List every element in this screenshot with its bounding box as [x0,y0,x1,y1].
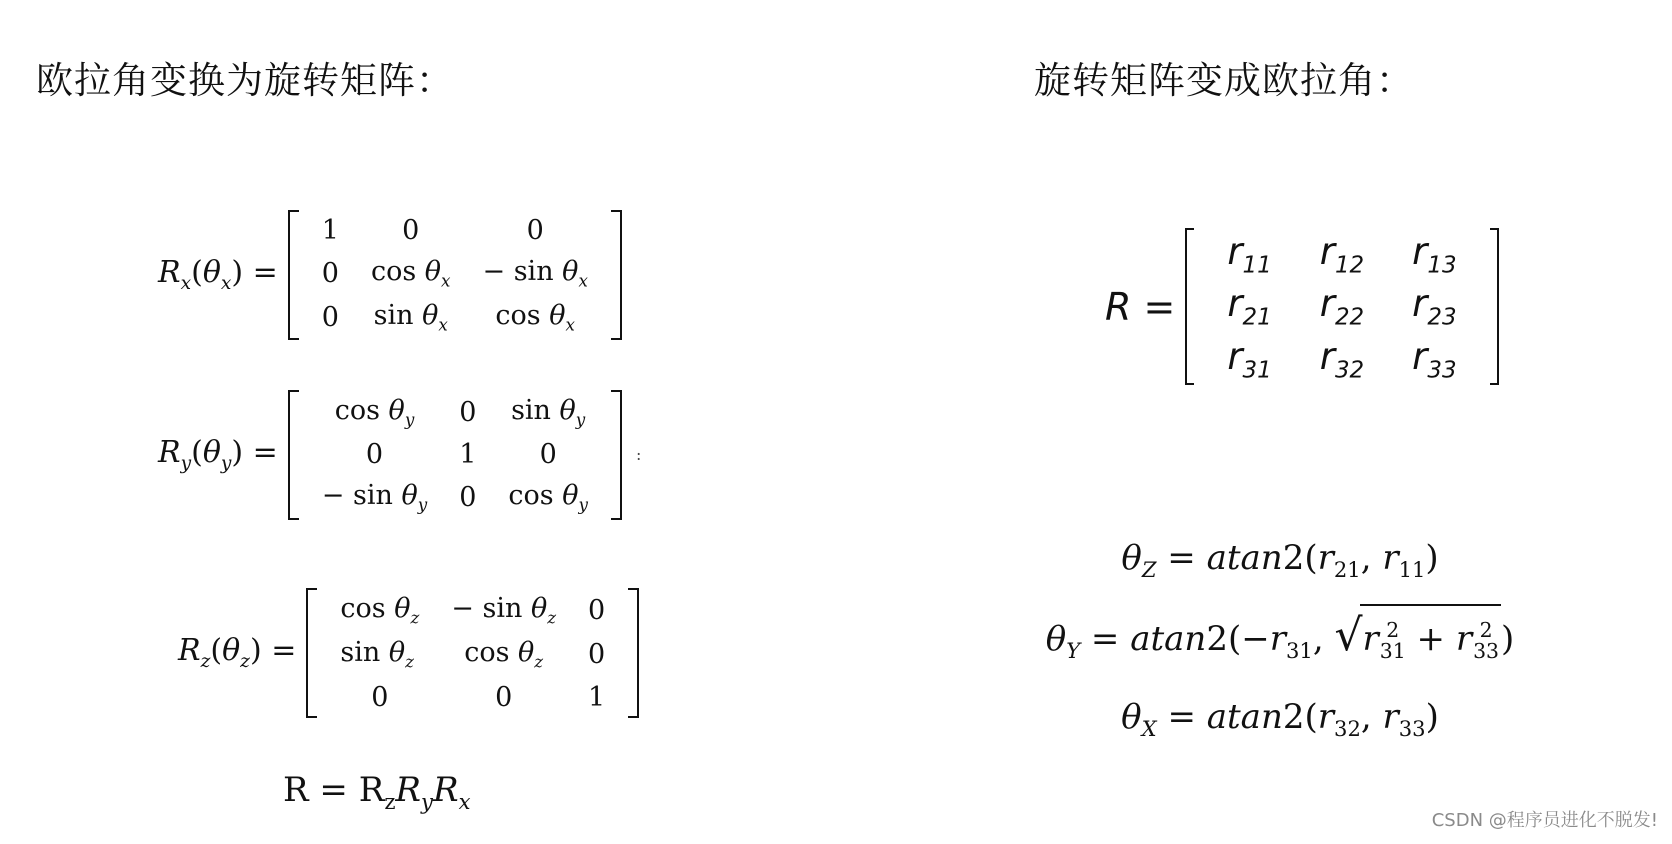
rotation-z-equation [178,588,639,718]
rotation-matrix [1185,228,1498,385]
rotation-x-equation [158,210,622,340]
rotation-product-formula: $R = R_zR_yR_x$ [283,770,471,814]
rotation-product [283,770,470,814]
matrix-cell: $\cos \theta_z$ [340,593,420,628]
matrix-cell: 0 [459,396,477,428]
matrix-cell: $\cos \theta_x$ [495,300,575,335]
rotation-z-lhs: $R_z(\theta_z)$ = [178,633,297,673]
matrix-cell: $\sin \theta_y$ [511,395,586,430]
matrix-cell: 0 [321,257,339,289]
euler-angle-formulas [1000,525,1560,761]
matrix-cell: $r_{32}$ [1319,334,1365,384]
matrix-cell: $\cos \theta_y$ [334,395,415,430]
rotation-x-lhs: $R_x(\theta_x)$ = [158,255,278,295]
matrix-cell: $r_{31}$ [1227,334,1272,384]
matrix-cell: $r_{11}$ [1227,230,1272,279]
matrix-cell: $r_{12}$ [1319,230,1365,279]
matrix-cell: 1 [321,215,339,246]
matrix-cell: 0 [588,594,606,626]
matrix-cell: $\sin \theta_x$ [373,300,448,335]
matrix-cell: $\cos \theta_x$ [370,256,451,291]
matrix-cell: $\sin \theta_z$ [340,637,414,672]
matrix-cell: 0 [495,681,513,713]
rotation-y-equation [158,390,641,520]
theta-z-formula: $\theta_Z = atan2(r_{21}$, $r_{11}$) [1121,538,1439,582]
matrix-cell: − $\sin \theta_z$ [451,593,557,628]
matrix-cell: 0 [365,439,384,471]
matrix-cell: 0 [402,215,420,246]
matrix-cell: 1 [459,439,477,471]
trailing-colon: : [635,445,642,465]
matrix-cell: $r_{13}$ [1412,230,1457,279]
matrix-cell: 0 [321,302,339,334]
matrix-cell: $\cos \theta_y$ [508,480,588,515]
theta-y-formula: $\theta_Y = atan2(-r_{31}$, √r 2 31 + r 2 33 ) [1000,603,1560,684]
matrix-cell: − $\sin \theta_x$ [482,256,588,291]
matrix-cell: $r_{23}$ [1412,282,1457,331]
left-heading: 欧拉角变换为旋转矩阵： [36,59,454,102]
matrix-cell: $\cos \theta_z$ [464,637,544,672]
rotation-z-matrix [306,588,639,718]
matrix-cell: 0 [588,639,606,671]
matrix-cell: 1 [588,681,606,713]
matrix-cell: 0 [539,439,557,471]
rotation-x-matrix [288,210,622,340]
rotation-y-lhs: $R_y(\theta_y)$ = [158,435,278,475]
matrix-cell: 0 [459,482,477,514]
matrix-cell: $r_{21}$ [1227,282,1272,331]
matrix-cell: $r_{22}$ [1319,282,1365,331]
rotation-y-matrix [288,390,622,520]
right-heading: 旋转矩阵变成欧拉角： [1034,59,1414,102]
matrix-cell: $r_{33}$ [1412,334,1457,384]
watermark: CSDN @程序员进化不脱发! [1431,810,1658,831]
matrix-cell: 0 [371,681,389,713]
rotation-matrix-lhs: R = [1105,284,1176,329]
rotation-matrix-equation [1105,228,1499,385]
theta-x-formula: $\theta_X = atan2(r_{32}$, $r_{33}$) [1121,696,1439,741]
matrix-cell: 0 [526,215,544,246]
matrix-cell: − $\sin \theta_y$ [321,480,428,515]
